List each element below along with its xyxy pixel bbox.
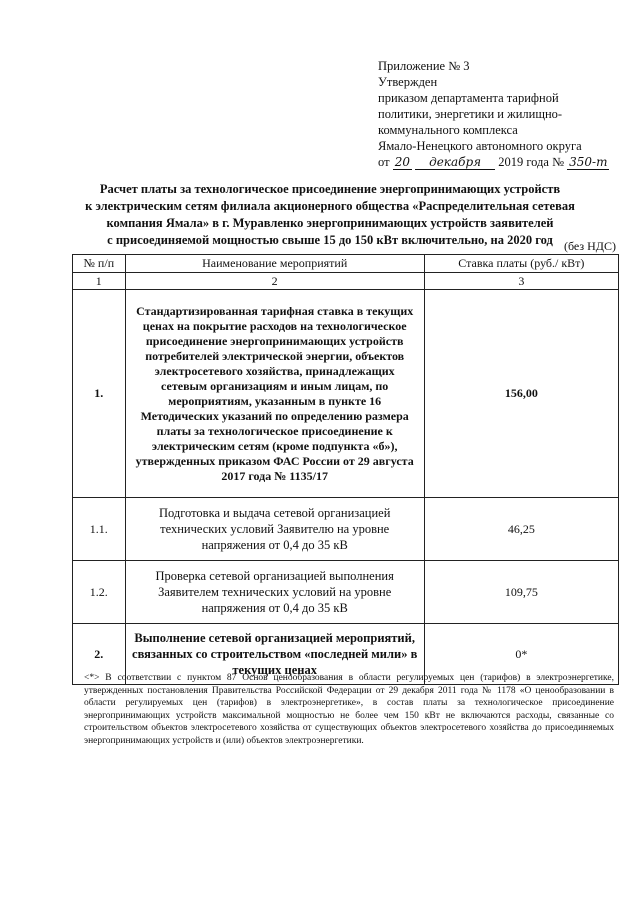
row-rate: 46,25 (424, 498, 618, 561)
header-name: Наименование мероприятий (125, 255, 424, 273)
approved-label: Утвержден (378, 75, 438, 89)
rates-table (72, 254, 619, 685)
row-name: Подготовка и выдача сетевой организацией технических условий Заявителю на уровне напряжения от 0,4 до 35 кВ (125, 498, 424, 561)
row-name: Выполнение сетевой организацией мероприятий, связанных со строительством «последней мили» в текущих ценах (125, 624, 424, 685)
from-label: от (378, 155, 390, 169)
year-label: 2019 года № (498, 155, 564, 169)
handwritten-day: 20 (394, 155, 410, 169)
approval-line-5: коммунального комплекса (378, 123, 518, 137)
row-rate: 0* (424, 624, 618, 685)
row-name: Стандартизированная тарифная ставка в текущих ценах на покрытие расходов на технологическое присоединение энергопринимающих устройств потребителей электрической энергии, объектов электросетевого хозяйства, принадлежащих сетевым организациям и иным лицам, по мероприятиям, указанным в пункте 16 Методических указаний по определению размера платы за технологическое присоединение к электрическим сетям (кроме подпункта «б»), утвержденных приказом ФАС России от 29 августа 2017 года № 1135/17 (125, 290, 424, 498)
title-line-2: к электрическим сетям филиала акционерного общества «Распределительная сетевая (85, 199, 575, 213)
index-cell: 1 (73, 273, 126, 290)
table-header-row (73, 255, 619, 273)
vat-note: (без НДС) (563, 239, 616, 253)
title-line-4: с присоединяемой мощностью свыше 15 до 150 кВт включительно, на 2020 год (107, 233, 553, 247)
table-row (73, 498, 619, 561)
approval-block (378, 58, 618, 170)
approval-date-line (378, 154, 618, 170)
approval-line-3: приказом департамента тарифной (378, 91, 559, 105)
approval-line-4: политики, энергетики и жилищно- (378, 107, 563, 121)
footnote: <*> В соответствии с пунктом 87 Основ ценообразования в области регулируемых цен (тарифов) в электроэнергетике, утвержденных постановления Правительства Российской Федерации от 29 декабря 2011 года № 1178 «О ценообразовании в области регулируемых цен (тарифов) в электроэнергетике», в состав платы за технологическое присоединение энергопринимающих устройств максимальной мощностью не более чем 150 кВт не включаются расходы, связанные со строительством объектов электросетевого хозяйства от существующих объектов электросетевого хозяйства до присоединяемых энергопринимающих устройств и (или) объектов электроэнергетики. (84, 673, 614, 746)
row-rate: 156,00 (424, 290, 618, 498)
index-cell: 3 (424, 273, 618, 290)
table-row (73, 290, 619, 498)
appendix-label: Приложение № 3 (378, 59, 470, 73)
approval-line-6: Ямало-Ненецкого автономного округа (378, 139, 582, 153)
title-line-3: компания Ямала» в г. Муравленко энергопринимающих устройств заявителей (106, 216, 554, 230)
handwritten-order-number: 350-т (569, 155, 608, 169)
row-number: 1. (73, 290, 126, 498)
header-rate: Ставка платы (руб./ кВт) (424, 255, 618, 273)
row-number: 1.1. (73, 498, 126, 561)
row-rate: 109,75 (424, 561, 618, 624)
row-name: Проверка сетевой организацией выполнения Заявителем технических условий на уровне напряжения от 0,4 до 35 кВ (125, 561, 424, 624)
handwritten-month: декабря (415, 156, 495, 170)
table-row (73, 561, 619, 624)
header-number: № п/п (73, 255, 126, 273)
row-number: 1.2. (73, 561, 126, 624)
table-index-row (73, 273, 619, 290)
row-number: 2. (73, 624, 126, 685)
document-title (40, 181, 620, 249)
index-cell: 2 (125, 273, 424, 290)
title-line-1: Расчет платы за технологическое присоединение энергопринимающих устройств (99, 182, 561, 196)
